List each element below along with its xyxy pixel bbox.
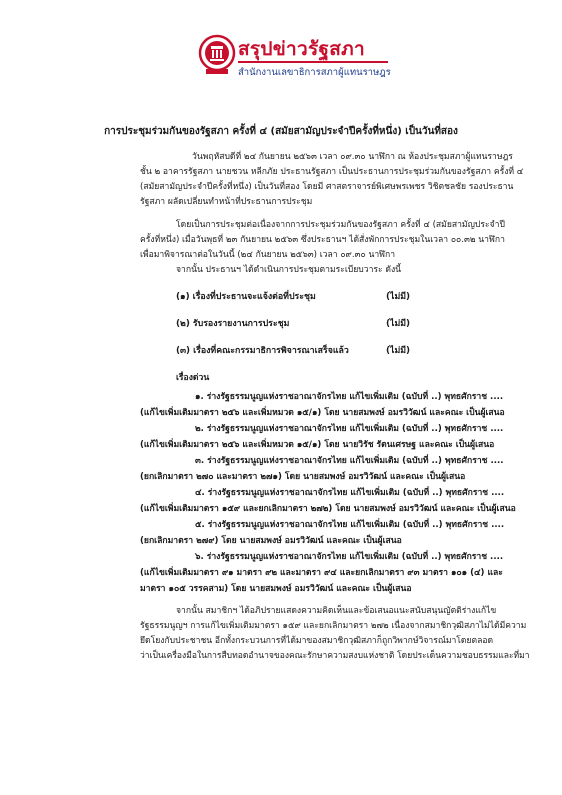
urgent-item-3-line: (ยกเลิกมาตรา ๒๗๐ และมาตรา ๒๗๑) โดย นายสมพงษ์ อมรวิวัฒน์ และคณะ เป็นผู้เสนอ xyxy=(140,472,466,482)
para2-line: ครั้งที่หนึ่ง) เมื่อวันพุธที่ ๒๓ กันยายน ๒๕๖๓ ซึ่งประธานฯ ได้สั่งพักการประชุมในเวลา ๐๐.๓๒ นาฬิกา xyxy=(140,235,505,245)
urgent-item-1-line: ๑. ร่างรัฐธรรมนูญแห่งราชอาณาจักรไทย แก้ไขเพิ่มเติม (ฉบับที่ ..) พุทธศักราช .... xyxy=(195,392,504,402)
agenda-item-1-label: (๑) เรื่องที่ประธานจะแจ้งต่อที่ประชุม xyxy=(176,292,316,302)
urgent-item-6-line: มาตรา ๑๐๕ วรรคสาม) โดย นายสมพงษ์ อมรวิวัฒน์ และคณะ เป็นผู้เสนอ xyxy=(140,584,412,594)
urgent-item-2-line: ๒. ร่างรัฐธรรมนูญแห่งราชอาณาจักรไทย แก้ไขเพิ่มเติม (ฉบับที่ ..) พุทธศักราช .... xyxy=(195,424,504,434)
agenda-item-2-label: (๒) รับรองรายงานการประชุม xyxy=(176,319,290,329)
para2-line: โดยเป็นการประชุมต่อเนื่องจากการประชุมร่วมกันของรัฐสภา ครั้งที่ ๔ (สมัยสามัญประจำปี xyxy=(176,220,505,230)
urgent-item-6-line: (แก้ไขเพิ่มเติมมาตรา ๙๑ มาตรา ๙๒ และมาตรา ๙๔ และยกเลิกมาตรา ๙๓ มาตรา ๑๐๑ (๔) และ xyxy=(140,568,503,578)
para2-line: เพื่อมาพิจารณาต่อในวันนี้ (๒๔ กันยายน ๒๕๖๓) เวลา ๐๙.๓๐ นาฬิกา xyxy=(140,250,396,260)
para3-line: จากนั้น ประธานฯ ได้ดำเนินการประชุมตามระเบียบวาระ ดังนี้ xyxy=(176,265,402,275)
para1-line: (สมัยสามัญประจำปีครั้งที่หนึ่ง) เป็นวันที่สอง โดยมี ศาสตราจารย์พิเศษพรเพชร วิชิตชลชัย รองประธาน xyxy=(140,182,514,192)
final-para-line: รัฐธรรมนูญฯ การแก้ไขเพิ่มเติมมาตรา ๑๕๙ และยกเลิกมาตรา ๒๗๒ เนื่องจากสมาชิกวุฒิสภาไม่ได้มีความ xyxy=(140,621,527,631)
header-logo xyxy=(198,34,418,86)
final-para-line: จากนั้น สมาชิกฯ ได้อภิปรายแสดงความคิดเห็นและข้อเสนอแนะสนับสนุนญัตติร่างแก้ไข xyxy=(176,606,497,616)
urgent-item-6-line: ๖. ร่างรัฐธรรมนูญแห่งราชอาณาจักรไทย แก้ไขเพิ่มเติม (ฉบับที่ ..) พุทธศักราช .... xyxy=(195,552,504,562)
agenda-item-2-status: (ไม่มี) xyxy=(386,319,411,329)
urgent-item-5-line: ๕. ร่างรัฐธรรมนูญแห่งราชอาณาจักรไทย แก้ไขเพิ่มเติม (ฉบับที่ ..) พุทธศักราช .... xyxy=(195,520,505,530)
brand-subtitle: สำนักงานเลขาธิการสภาผู้แทนราษฎร xyxy=(238,67,391,78)
para1-line: ชั้น ๒ อาคารรัฐสภา นายชวน หลีกภัย ประธานรัฐสภา เป็นประธานการประชุมร่วมกันของรัฐสภา ครั้งที่ ๔ xyxy=(140,167,524,177)
agenda-item-3-label: (๓) เรื่องที่คณะกรรมาธิการพิจารณาเสร็จแล้ว xyxy=(176,346,349,356)
urgent-item-2-line: (แก้ไขเพิ่มเติมมาตรา ๒๕๖ และเพิ่มหมวด ๑๕/๑) โดย นายวิรัช รัตนเศรษฐ และคณะ เป็นผู้เสนอ xyxy=(140,440,495,450)
final-para-line: ว่าเป็นเครื่องมือในการสืบทอดอำนาจของคณะรักษาความสงบแห่งชาติ โดยประเด็นความชอบธรรมและที่มา xyxy=(140,651,530,661)
urgent-item-1-line: (แก้ไขเพิ่มเติมมาตรา ๒๕๖ และเพิ่มหมวด ๑๕/๑) โดย นายสมพงษ์ อมรวิวัฒน์ และคณะ เป็นผู้เสนอ xyxy=(140,408,505,418)
brand-title: สรุปข่าวรัฐสภา xyxy=(238,38,365,60)
urgent-item-4-line: (แก้ไขเพิ่มเติมมาตรา ๑๕๙ และยกเลิกมาตรา ๒๗๒) โดย นายสมพงษ์ อมรวิวัฒน์ และคณะ เป็นผู้เสนอ xyxy=(140,504,516,514)
para1-line: วันพฤหัสบดีที่ ๒๔ กันยายน ๒๕๖๓ เวลา ๐๙.๓๐ นาฬิกา ณ ห้องประชุมสภาผู้แทนราษฎร xyxy=(192,152,513,162)
document-title: การประชุมร่วมกันของรัฐสภา ครั้งที่ ๔ (สมัยสามัญประจำปีครั้งที่หนึ่ง) เป็นวันที่สอง xyxy=(104,126,458,137)
para1-line: รัฐสภา ผลัดเปลี่ยนทำหน้าที่ประธานการประชุม xyxy=(140,197,313,207)
agenda-item-1-status: (ไม่มี) xyxy=(386,292,411,302)
agenda-item-3-status: (ไม่มี) xyxy=(386,346,411,356)
final-para-line: ยึดโยงกับประชาชน อีกทั้งกระบวนการที่ได้มาของสมาชิกวุฒิสภาก็ถูกวิพากษ์วิจารณ์มาโดยตลอด xyxy=(140,636,494,646)
urgent-heading: เรื่องด่วน xyxy=(176,373,210,383)
urgent-item-5-line: (ยกเลิกมาตรา ๒๗๙) โดย นายสมพงษ์ อมรวิวัฒน์ และคณะ เป็นผู้เสนอ xyxy=(140,536,402,546)
parliament-emblem-icon xyxy=(198,34,236,76)
brand-divider xyxy=(238,61,388,63)
urgent-item-4-line: ๔. ร่างรัฐธรรมนูญแห่งราชอาณาจักรไทย แก้ไขเพิ่มเติม (ฉบับที่ ..) พุทธศักราช .... xyxy=(195,488,505,498)
urgent-item-3-line: ๓. ร่างรัฐธรรมนูญแห่งราชอาณาจักรไทย แก้ไขเพิ่มเติม (ฉบับที่ ..) พุทธศักราช .... xyxy=(195,456,504,466)
